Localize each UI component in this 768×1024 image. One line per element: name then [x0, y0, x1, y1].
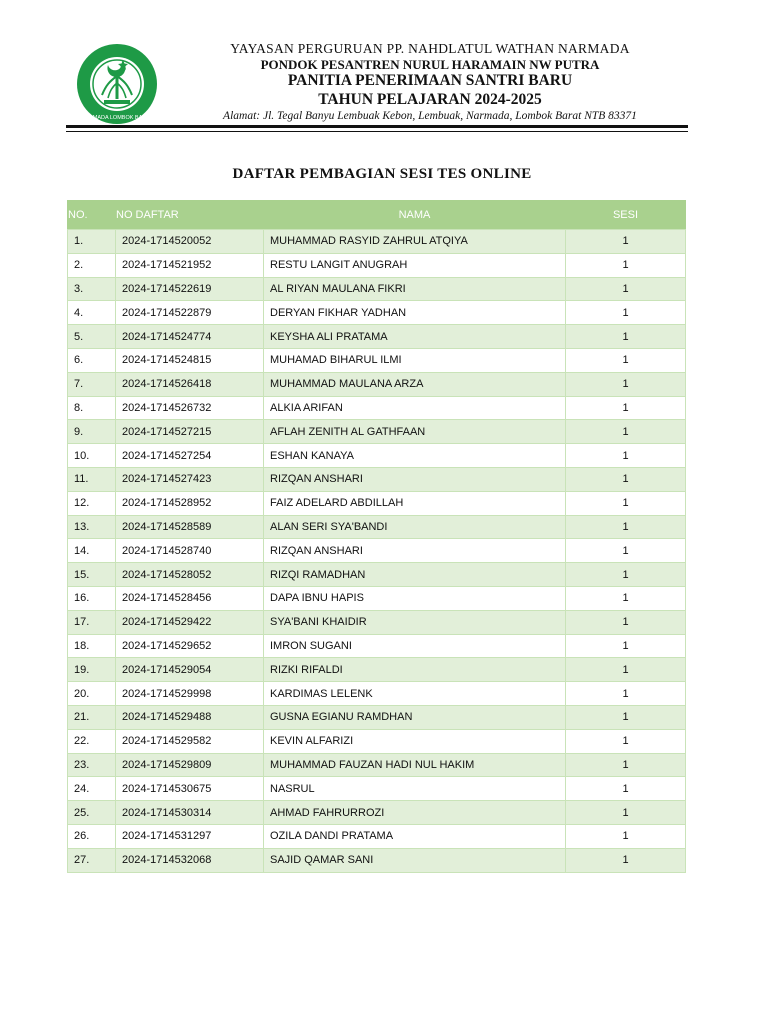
row-number: 17.	[68, 610, 116, 634]
registration-number: 2024-1714530314	[116, 801, 264, 825]
row-number: 4.	[68, 301, 116, 325]
student-name: RIZQAN ANSHARI	[264, 467, 566, 491]
registration-number: 2024-1714524774	[116, 325, 264, 349]
session-number: 1	[566, 848, 686, 872]
session-number: 1	[566, 230, 686, 254]
session-number: 1	[566, 729, 686, 753]
letterhead	[66, 40, 688, 130]
table-row	[68, 848, 686, 872]
student-name: KEVIN ALFARIZI	[264, 729, 566, 753]
row-number: 20.	[68, 682, 116, 706]
table-row	[68, 634, 686, 658]
registration-number: 2024-1714529652	[116, 634, 264, 658]
registration-number: 2024-1714527215	[116, 420, 264, 444]
session-number: 1	[566, 705, 686, 729]
table-row	[68, 753, 686, 777]
session-number: 1	[566, 491, 686, 515]
row-number: 6.	[68, 348, 116, 372]
table-row	[68, 253, 686, 277]
table-row	[68, 467, 686, 491]
row-number: 23.	[68, 753, 116, 777]
letterhead-divider-thin	[66, 131, 688, 132]
registration-number: 2024-1714526732	[116, 396, 264, 420]
student-name: NASRUL	[264, 777, 566, 801]
student-name: ALKIA ARIFAN	[264, 396, 566, 420]
student-name: MUHAMMAD RASYID ZAHRUL ATQIYA	[264, 230, 566, 254]
session-number: 1	[566, 777, 686, 801]
registration-number: 2024-1714529998	[116, 682, 264, 706]
pesantren-logo	[66, 43, 168, 125]
student-name: KARDIMAS LELENK	[264, 682, 566, 706]
table-row	[68, 705, 686, 729]
committee-name: PANITIA PENERIMAAN SANTRI BARU	[287, 72, 573, 89]
row-number: 19.	[68, 658, 116, 682]
header-no: NO.	[68, 201, 116, 230]
registration-number: 2024-1714520052	[116, 230, 264, 254]
session-number: 1	[566, 658, 686, 682]
registration-number: 2024-1714530675	[116, 777, 264, 801]
table-row	[68, 372, 686, 396]
table-row	[68, 348, 686, 372]
student-name: RIZQI RAMADHAN	[264, 563, 566, 587]
session-number: 1	[566, 372, 686, 396]
row-number: 13.	[68, 515, 116, 539]
table-row	[68, 586, 686, 610]
session-number: 1	[566, 396, 686, 420]
row-number: 10.	[68, 444, 116, 468]
table-header-row	[68, 201, 686, 230]
session-number: 1	[566, 586, 686, 610]
row-number: 15.	[68, 563, 116, 587]
row-number: 18.	[68, 634, 116, 658]
session-number: 1	[566, 634, 686, 658]
row-number: 22.	[68, 729, 116, 753]
session-number: 1	[566, 753, 686, 777]
session-number: 1	[566, 444, 686, 468]
session-number: 1	[566, 824, 686, 848]
student-name: GUSNA EGIANU RAMDHAN	[264, 705, 566, 729]
session-number: 1	[566, 348, 686, 372]
table-row	[68, 420, 686, 444]
student-name: AHMAD FAHRURROZI	[264, 801, 566, 825]
table-row	[68, 230, 686, 254]
header-sesi: SESI	[566, 201, 686, 230]
student-name: AL RIYAN MAULANA FIKRI	[264, 277, 566, 301]
student-name: OZILA DANDI PRATAMA	[264, 824, 566, 848]
student-name: ESHAN KANAYA	[264, 444, 566, 468]
table-row	[68, 610, 686, 634]
registration-number: 2024-1714527254	[116, 444, 264, 468]
session-number: 1	[566, 253, 686, 277]
academic-year: TAHUN PELAJARAN 2024-2025	[318, 91, 542, 108]
table-row	[68, 444, 686, 468]
session-table	[67, 200, 686, 873]
registration-number: 2024-1714527423	[116, 467, 264, 491]
row-number: 27.	[68, 848, 116, 872]
session-number: 1	[566, 515, 686, 539]
student-name: SAJID QAMAR SANI	[264, 848, 566, 872]
row-number: 26.	[68, 824, 116, 848]
foundation-name: YAYASAN PERGURUAN PP. NAHDLATUL WATHAN NARMADA	[230, 41, 630, 56]
row-number: 16.	[68, 586, 116, 610]
table-row	[68, 515, 686, 539]
session-number: 1	[566, 467, 686, 491]
registration-number: 2024-1714529809	[116, 753, 264, 777]
row-number: 1.	[68, 230, 116, 254]
student-name: AFLAH ZENITH AL GATHFAAN	[264, 420, 566, 444]
student-name: FAIZ ADELARD ABDILLAH	[264, 491, 566, 515]
table-row	[68, 658, 686, 682]
session-number: 1	[566, 277, 686, 301]
table-row	[68, 325, 686, 349]
row-number: 25.	[68, 801, 116, 825]
table-row	[68, 277, 686, 301]
student-name: DERYAN FIKHAR YADHAN	[264, 301, 566, 325]
session-number: 1	[566, 539, 686, 563]
registration-number: 2024-1714529054	[116, 658, 264, 682]
student-name: DAPA IBNU HAPIS	[264, 586, 566, 610]
student-name: IMRON SUGANI	[264, 634, 566, 658]
registration-number: 2024-1714522879	[116, 301, 264, 325]
session-number: 1	[566, 563, 686, 587]
registration-number: 2024-1714522619	[116, 277, 264, 301]
registration-number: 2024-1714531297	[116, 824, 264, 848]
session-number: 1	[566, 420, 686, 444]
row-number: 24.	[68, 777, 116, 801]
registration-number: 2024-1714528052	[116, 563, 264, 587]
student-name: RESTU LANGIT ANUGRAH	[264, 253, 566, 277]
student-name: MUHAMAD BIHARUL ILMI	[264, 348, 566, 372]
document-title: DAFTAR PEMBAGIAN SESI TES ONLINE	[232, 166, 532, 182]
registration-number: 2024-1714528740	[116, 539, 264, 563]
school-name: PONDOK PESANTREN NURUL HARAMAIN NW PUTRA	[260, 57, 600, 72]
session-number: 1	[566, 610, 686, 634]
registration-number: 2024-1714529422	[116, 610, 264, 634]
session-number: 1	[566, 325, 686, 349]
student-name: ALAN SERI SYA'BANDI	[264, 515, 566, 539]
address: Alamat: Jl. Tegal Banyu Lembuak Kebon, Lembuak, Narmada, Lombok Barat NTB 83371	[223, 110, 637, 122]
table-body	[68, 230, 686, 873]
table-row	[68, 396, 686, 420]
row-number: 12.	[68, 491, 116, 515]
table-row	[68, 539, 686, 563]
letterhead-divider-thick	[66, 125, 688, 128]
table-row	[68, 682, 686, 706]
table-row	[68, 777, 686, 801]
row-number: 2.	[68, 253, 116, 277]
student-name: MUHAMMAD FAUZAN HADI NUL HAKIM	[264, 753, 566, 777]
session-number: 1	[566, 682, 686, 706]
row-number: 7.	[68, 372, 116, 396]
registration-number: 2024-1714529582	[116, 729, 264, 753]
registration-number: 2024-1714528952	[116, 491, 264, 515]
registration-number: 2024-1714528589	[116, 515, 264, 539]
session-number: 1	[566, 301, 686, 325]
registration-number: 2024-1714529488	[116, 705, 264, 729]
table-row	[68, 801, 686, 825]
table-row	[68, 563, 686, 587]
student-name: MUHAMMAD MAULANA ARZA	[264, 372, 566, 396]
registration-number: 2024-1714521952	[116, 253, 264, 277]
row-number: 9.	[68, 420, 116, 444]
registration-number: 2024-1714528456	[116, 586, 264, 610]
student-name: RIZQAN ANSHARI	[264, 539, 566, 563]
row-number: 14.	[68, 539, 116, 563]
header-no-daftar: NO DAFTAR	[116, 201, 264, 230]
table-row	[68, 491, 686, 515]
header-nama: NAMA	[264, 201, 566, 230]
registration-number: 2024-1714526418	[116, 372, 264, 396]
table-row	[68, 301, 686, 325]
student-name: KEYSHA ALI PRATAMA	[264, 325, 566, 349]
table-row	[68, 729, 686, 753]
row-number: 21.	[68, 705, 116, 729]
registration-number: 2024-1714532068	[116, 848, 264, 872]
row-number: 11.	[68, 467, 116, 491]
registration-number: 2024-1714524815	[116, 348, 264, 372]
table-row	[68, 824, 686, 848]
student-name: RIZKI RIFALDI	[264, 658, 566, 682]
session-number: 1	[566, 801, 686, 825]
row-number: 5.	[68, 325, 116, 349]
row-number: 8.	[68, 396, 116, 420]
row-number: 3.	[68, 277, 116, 301]
student-name: SYA'BANI KHAIDIR	[264, 610, 566, 634]
svg-text:NARMADA LOMBOK BARAT: NARMADA LOMBOK BARAT	[81, 115, 153, 121]
